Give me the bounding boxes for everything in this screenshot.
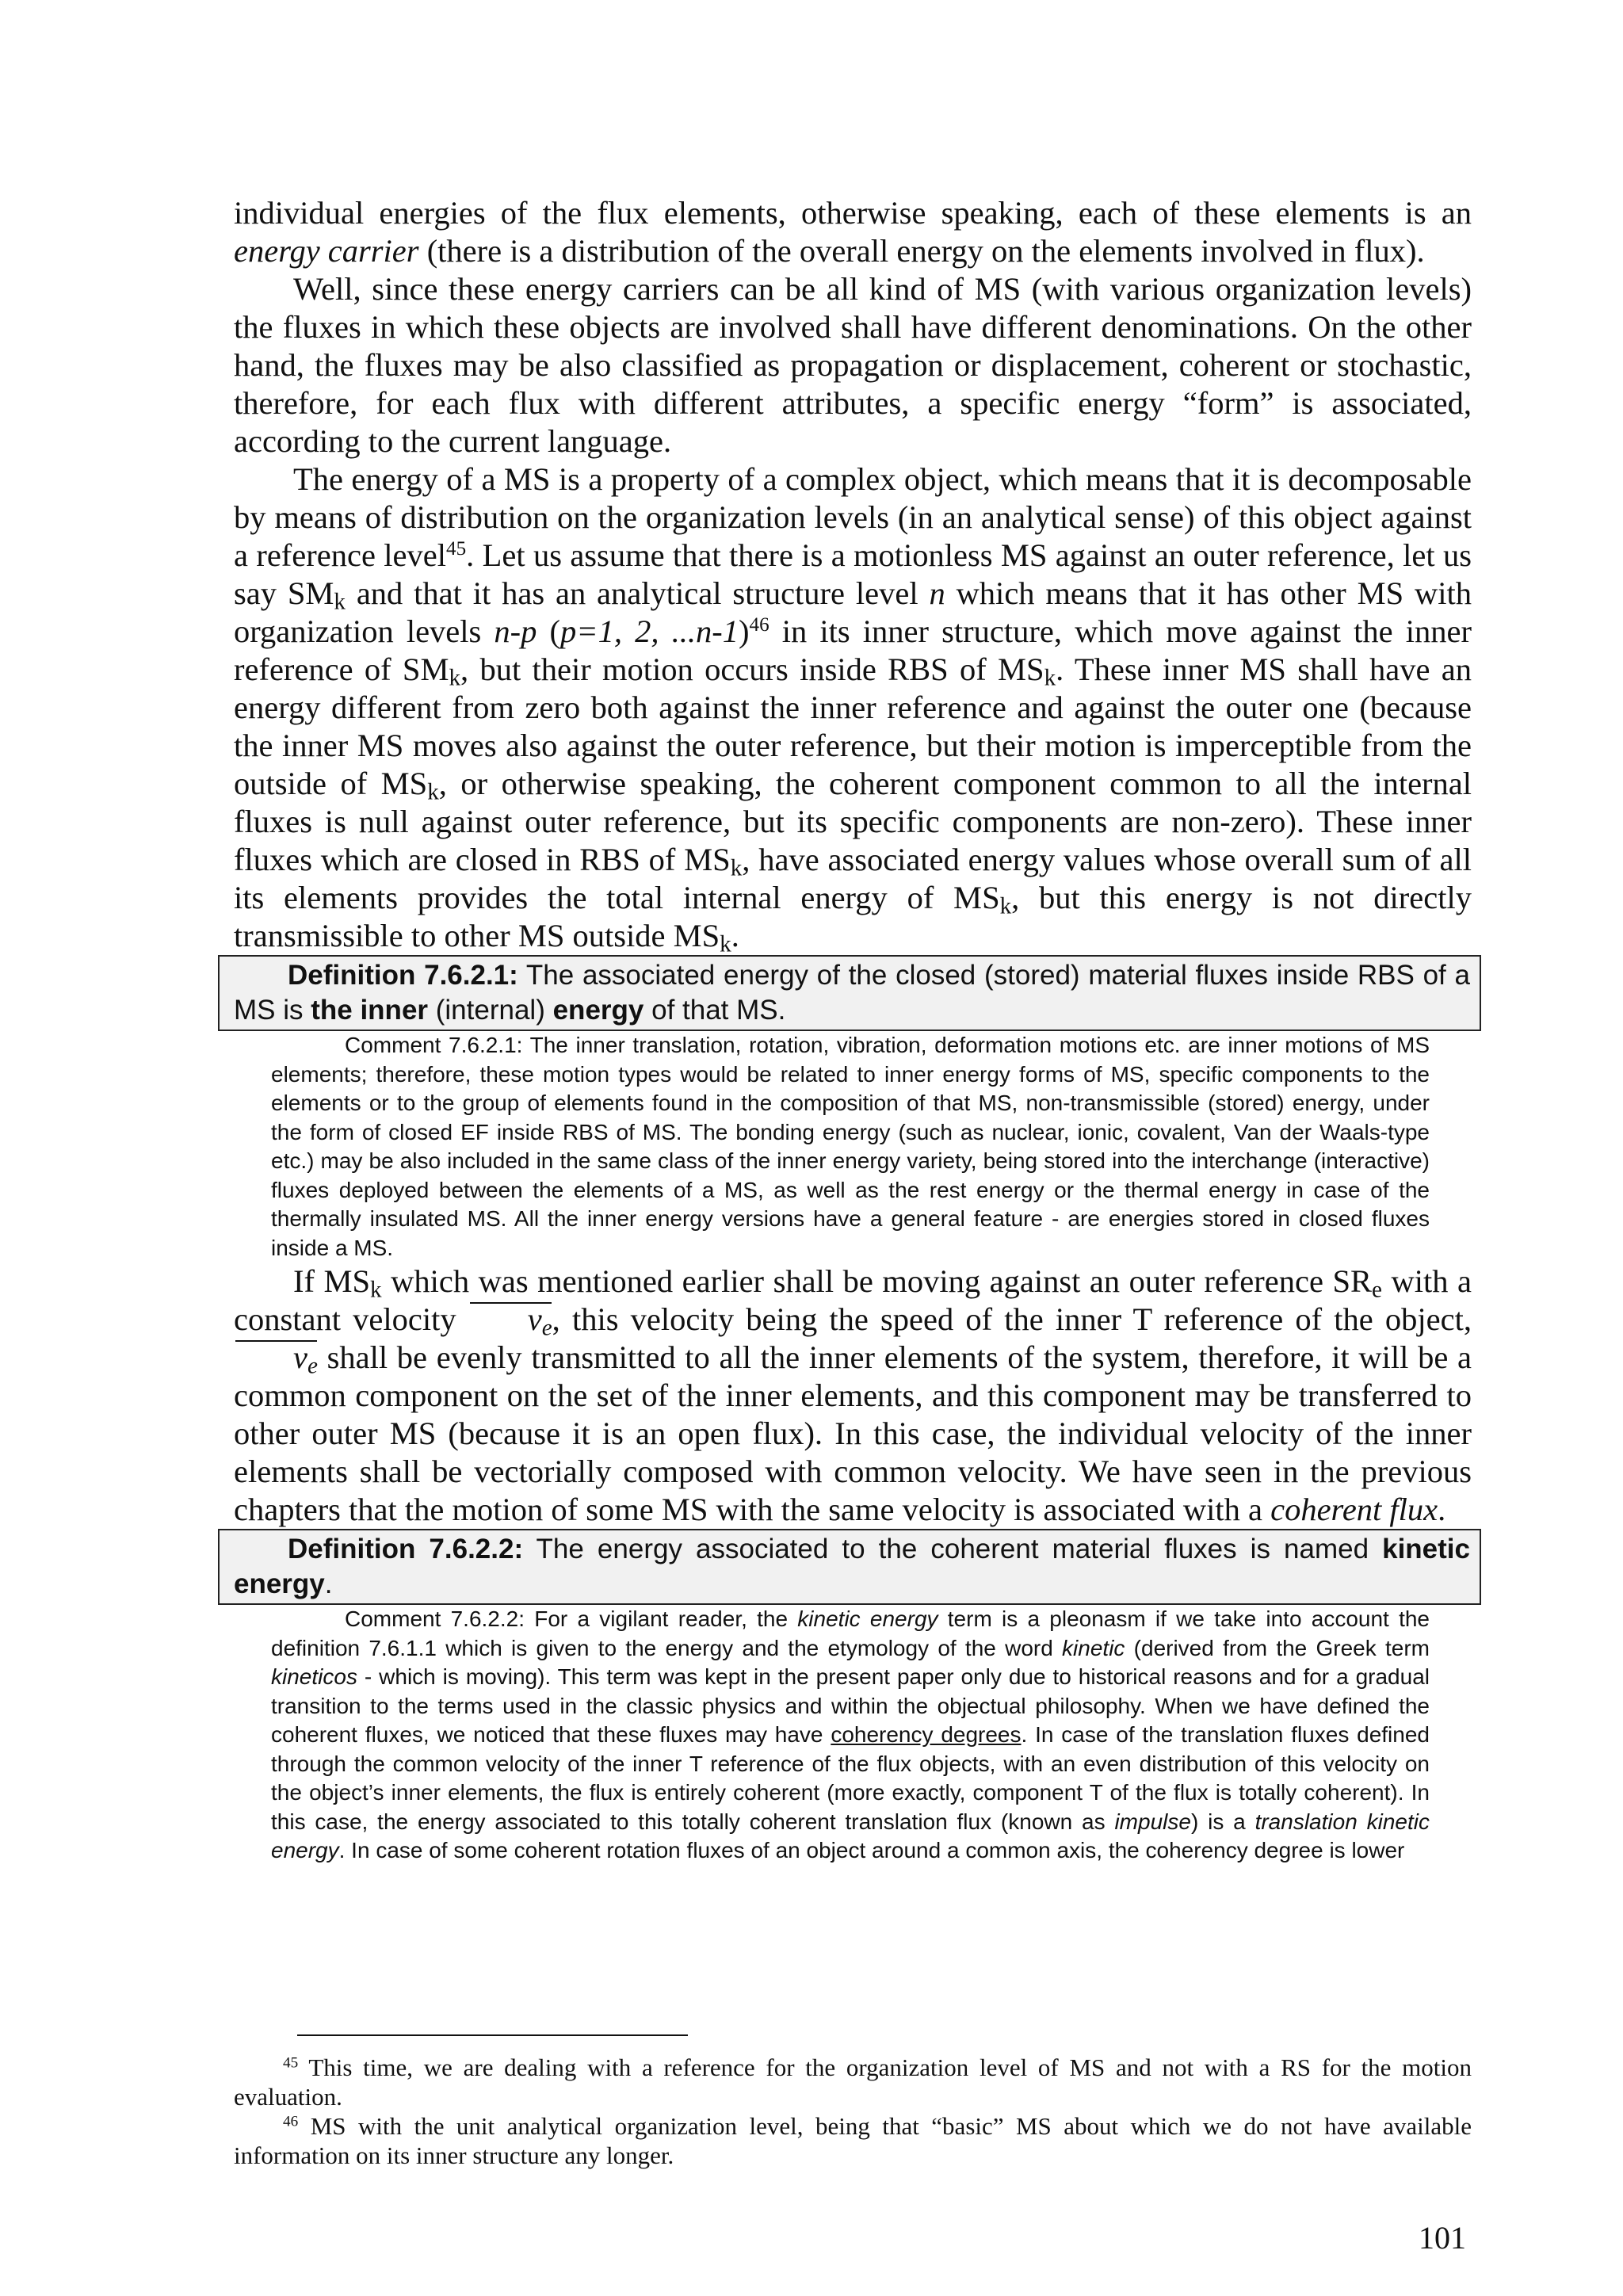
comment-block: Comment 7.6.2.1: The inner translation, rotation, vibration, deformation motions etc. are inner motions of MS elements; therefore, these motion types would be related to inner energy forms of MS, specific components to the elements or to the group of elements found in the composition of that MS, non-transmissible (stored) energy, under the form of closed EF inside RBS of MS. The bonding energy (such as nuclear, ionic, covalent, Van der Waals-type etc.) may be also included in the same class of the inner energy variety, being stored into the interchange (interactive) fluxes deployed between the elements of a MS, as well as the rest energy or the thermal energy in case of the thermally insulated MS. All the inner energy versions have a general feature - are energies stored in closed fluxes inside a MS.	[271, 1033, 1430, 1260]
footnotes	[234, 2053, 1472, 2170]
footnote-ref-46: 46	[749, 614, 769, 636]
page-body	[234, 194, 1472, 1866]
page-number: 101	[1419, 2220, 1466, 2256]
velocity-vector: $v_e$	[234, 1339, 318, 1377]
paragraph: Well, since these energy carriers can be all kind of MS (with various organization levels) the fluxes in which these objects are involved shall have different denominations. On the other hand, the fluxes may be also classified as propagation or displacement, coherent or stochastic, therefore, for each flux with different attributes, a specific energy “form” is associated, according to the current language.	[234, 271, 1472, 459]
comment-block: Comment 7.6.2.2: For a vigilant reader, the kinetic energy term is a pleonasm if we take into account the definition 7.6.1.1 which is given to the energy and the etymology of the word kinetic (derived from the Greek term kineticos - which is moving). This term was kept in the present paper only due to historical reasons and for a gradual transition to the terms used in the classic physics and within the objectual philosophy. When we have defined the coherent fluxes, we noticed that these fluxes may have coherency degrees. In case of the translation fluxes defined through the common velocity of the inner T reference of the flux objects, with an even distribution of this velocity on the object’s inner elements, the flux is entirely coherent (more exactly, component T of the flux is totally coherent). In this case, the energy associated to this totally coherent translation flux (known as impulse) is a translation kinetic energy. In case of some coherent rotation fluxes of an object around a common axis, the coherency degree is lower	[271, 1606, 1430, 1862]
paragraph: The energy of a MS is a property of a complex object, which means that it is decomposable by means of distribution on the organization levels (in an analytical sense) of this object against a reference level$^{45}$. Let us assume that there is a motionless MS against an outer reference, let us say $SM_k$ and that it has an analytical structure level n which means that it has other MS with organization levels n-p (p=1, 2, ...n-1)$^{46}$ in its inner structure, which move against the inner reference of $SM_k$, but their motion occurs inside RBS of $MS_k$. These inner MS shall have an energy different from zero both against the inner reference and against the outer one (because the inner MS moves also against the outer reference, but their motion is imperceptible from the outside of $MS_k$, or otherwise speaking, the coherent component common to all the internal fluxes is null against outer reference, but its specific components are non-zero). These inner fluxes which are closed in RBS of $MS_k$, have associated energy values whose overall sum of all its elements provides the total internal energy of $MS_k$, but this energy is not directly transmissible to other MS outside $MS_k$.	[234, 461, 1472, 957]
footnote-ref-45: 45	[446, 538, 467, 560]
velocity-vector: $v_e$	[468, 1301, 552, 1339]
footnote: $^{45}$ This time, we are dealing with a reference for the organization level of MS and not with a RS for the motion evaluation.	[234, 2053, 1472, 2111]
definition-label: Definition 7.6.2.2:	[288, 1534, 524, 1564]
footnote-separator	[297, 2034, 688, 2036]
paragraph: If $MS_k$ which was mentioned earlier shall be moving against an outer reference $SR_e$ with a constant velocity $v_e$, this velocity being the speed of the inner T reference of the object, $v_e$ shall be evenly transmitted to all the inner elements of the system, therefore, it will be a common component on the set of the inner elements, and this component may be transferred to other outer MS (because it is an open flux). In this case, the individual velocity of the inner elements shall be vectorially composed with common velocity. We have seen in the previous chapters that the motion of some MS with the same velocity is associated with a coherent flux.	[234, 1263, 1472, 1527]
definition-label: Definition 7.6.2.1:	[288, 960, 518, 991]
definition-box: Definition 7.6.2.2: The energy associated to the coherent material fluxes is named kinetic energy.	[218, 1529, 1481, 1605]
footnote: $^{46}$ MS with the unit analytical organization level, being that “basic” MS about which we do not have available information on its inner structure any longer.	[234, 2112, 1472, 2169]
paragraph: individual energies of the flux elements, otherwise speaking, each of these elements is an energy carrier (there is a distribution of the overall energy on the elements involved in flux).	[234, 195, 1472, 269]
definition-box: Definition 7.6.2.1: The associated energy of the closed (stored) material fluxes inside RBS of a MS is the inner (internal) energy of that MS.	[218, 955, 1481, 1031]
